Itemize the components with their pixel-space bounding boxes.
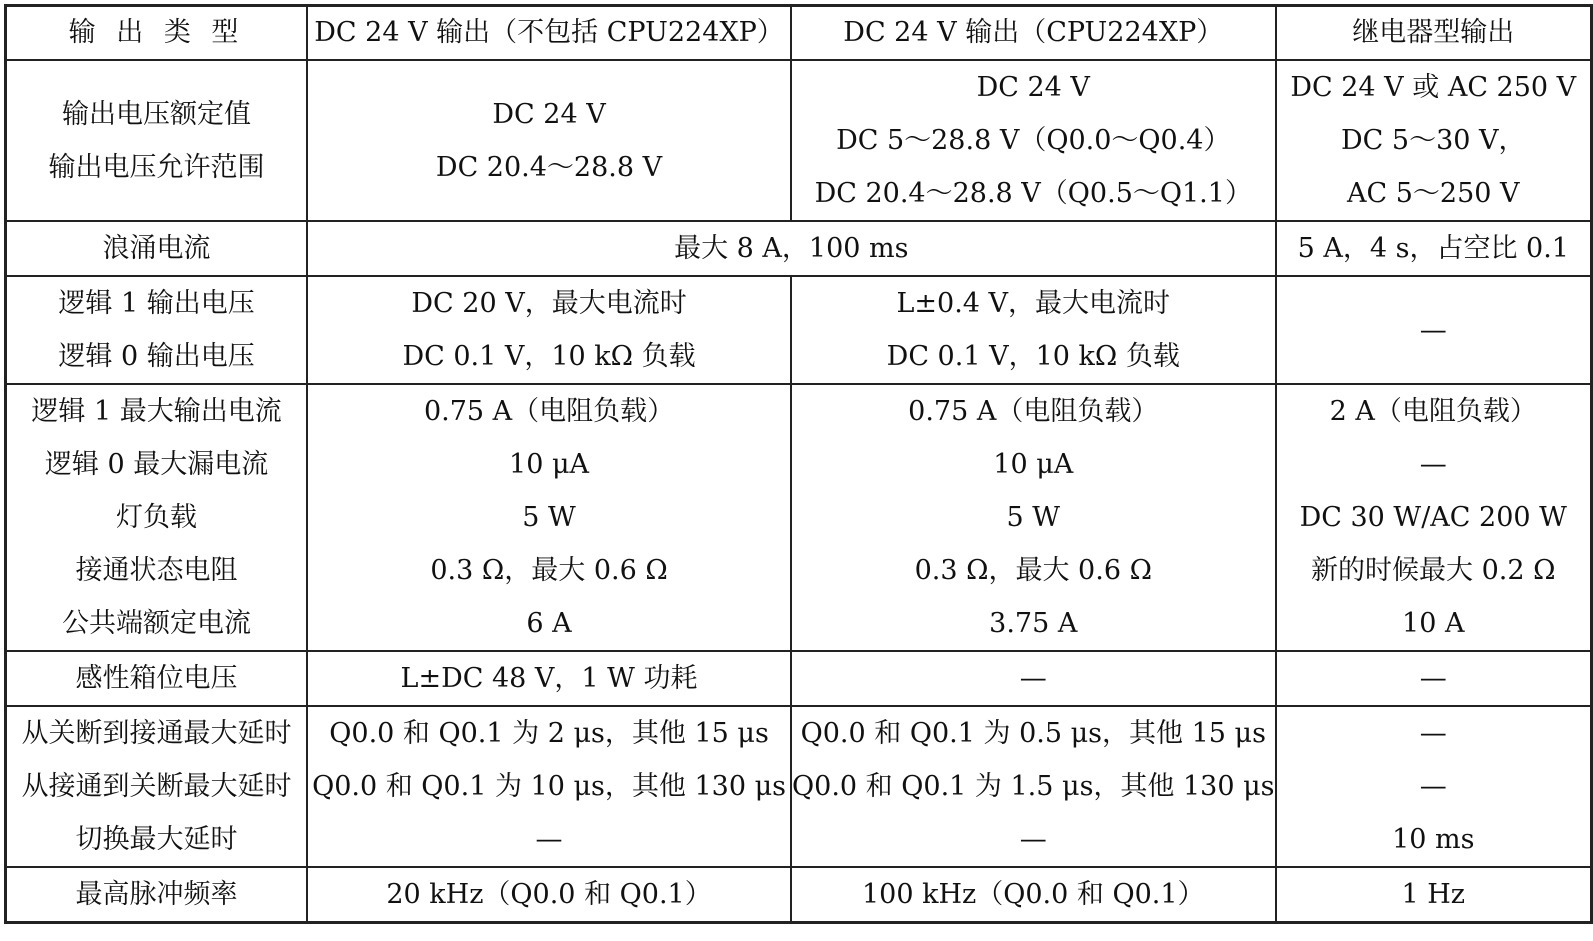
voltage-col2: DC 24 V DC 5～28.8 V（Q0.0～Q0.4） DC 20.4～28.8 V（Q0.5～Q1.1） [791, 60, 1276, 221]
logic-voltage-col2: L±0.4 V，最大电流时 DC 0.1 V，10 kΩ 负载 [791, 276, 1276, 384]
voltage-labels: 输出电压额定值 输出电压允许范围 [6, 60, 308, 221]
current-col1: 0.75 A（电阻负载） 10 μA 5 W 0.3 Ω，最大 0.6 Ω 6 A [307, 384, 791, 651]
voltage-row [6, 60, 1592, 221]
header-relay: 继电器型输出 [1276, 6, 1592, 61]
surge-label: 浪涌电流 [6, 221, 308, 276]
voltage-col3: DC 24 V 或 AC 250 V DC 5～30 V， AC 5～250 V [1276, 60, 1592, 221]
surge-col12: 最大 8 A，100 ms [307, 221, 1275, 276]
pulse-col3: 1 Hz [1276, 867, 1592, 923]
delay-col1: Q0.0 和 Q0.1 为 2 μs，其他 15 μs Q0.0 和 Q0.1 为 10 μs，其他 130 μs — [307, 706, 791, 867]
clamp-col3: — [1276, 651, 1592, 706]
logic-voltage-labels: 逻辑 1 输出电压 逻辑 0 输出电压 [6, 276, 308, 384]
output-spec-table [4, 4, 1593, 924]
current-col3: 2 A（电阻负载） — DC 30 W/AC 200 W 新的时候最大 0.2 Ω 10 A [1276, 384, 1592, 651]
pulse-col2: 100 kHz（Q0.0 和 Q0.1） [791, 867, 1276, 923]
voltage-col1: DC 24 V DC 20.4～28.8 V [307, 60, 791, 221]
clamp-col2: — [791, 651, 1276, 706]
header-dc24v-non-xp: DC 24 V 输出（不包括 CPU224XP） [307, 6, 791, 61]
pulse-col1: 20 kHz（Q0.0 和 Q0.1） [307, 867, 791, 923]
header-row [6, 6, 1592, 61]
header-output-type: 输 出 类 型 [6, 6, 308, 61]
pulse-label: 最高脉冲频率 [6, 867, 308, 923]
current-row [6, 384, 1592, 651]
delay-col2: Q0.0 和 Q0.1 为 0.5 μs，其他 15 μs Q0.0 和 Q0.1 为 1.5 μs，其他 130 μs — [791, 706, 1276, 867]
surge-col3: 5 A，4 s，占空比 0.1 [1276, 221, 1592, 276]
header-dc24v-xp: DC 24 V 输出（CPU224XP） [791, 6, 1276, 61]
pulse-row [6, 867, 1592, 923]
clamp-col1: L±DC 48 V，1 W 功耗 [307, 651, 791, 706]
current-labels: 逻辑 1 最大输出电流 逻辑 0 最大漏电流 灯负载 接通状态电阻 公共端额定电流 [6, 384, 308, 651]
logic-voltage-col1: DC 20 V，最大电流时 DC 0.1 V，10 kΩ 负载 [307, 276, 791, 384]
clamp-row [6, 651, 1592, 706]
delay-col3: — — 10 ms [1276, 706, 1592, 867]
clamp-label: 感性箱位电压 [6, 651, 308, 706]
delay-row [6, 706, 1592, 867]
surge-row [6, 221, 1592, 276]
current-col2: 0.75 A（电阻负载） 10 μA 5 W 0.3 Ω，最大 0.6 Ω 3.75 A [791, 384, 1276, 651]
delay-labels: 从关断到接通最大延时 从接通到关断最大延时 切换最大延时 [6, 706, 308, 867]
logic-voltage-col3: — [1276, 276, 1592, 384]
logic-voltage-row [6, 276, 1592, 384]
